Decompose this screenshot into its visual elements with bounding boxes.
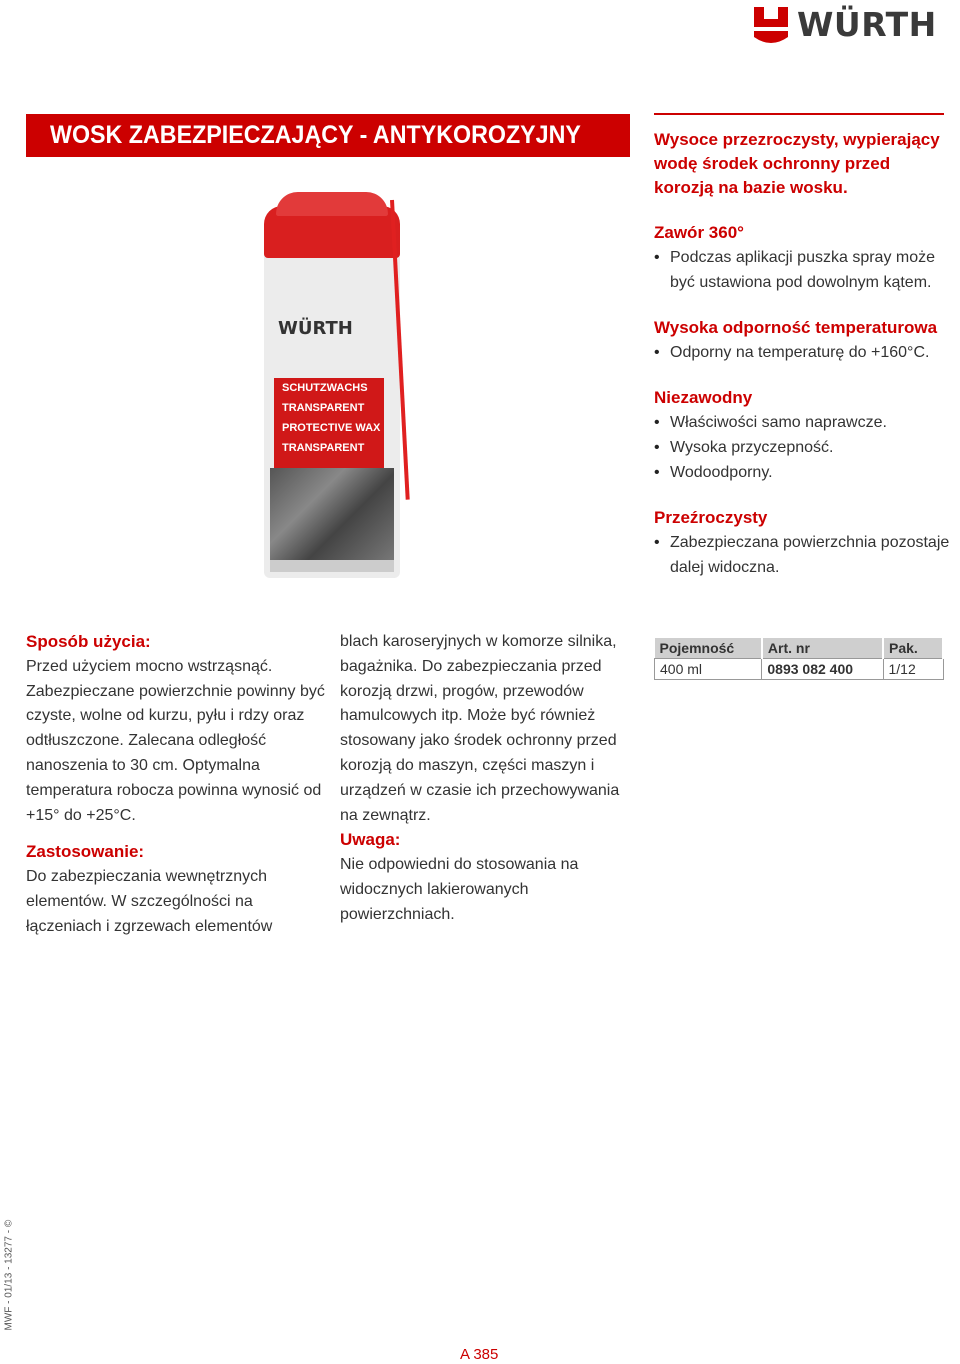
title-bar [26,114,630,157]
warning-heading: Uwaga: [340,830,401,850]
column-header: Art. nr [762,638,883,659]
feature-title: Niezawodny [654,388,753,407]
table-cell: 0893 082 400 [762,659,883,680]
feature-column [654,128,954,580]
table-header-row [655,638,944,659]
page-title: WOSK ZABEZPIECZAJĄCY - ANTYKOROZYJNY [50,121,581,149]
wurth-logo [752,5,944,45]
can-label [274,378,384,468]
can-label-line: SCHUTZWACHS [282,382,368,394]
intro-text: Wysoce przezroczysty, wypierający wodę środek ochronny przed korozją na bazie wosku. [654,130,940,197]
feature-bullet: • Wysoka przyczepność. [654,435,954,460]
feature-reliable [654,385,954,485]
top-rule [654,113,944,115]
column-header: Pojemność [655,638,762,659]
feature-bullet: • Zabezpieczana powierzchnia pozostaje dalej widoczna. [654,530,954,580]
can-logo: WÜRTH [278,318,353,339]
can-cap [276,192,388,216]
can-label-line: PROTECTIVE WAX [282,422,381,434]
table-cell: 400 ml [655,659,762,680]
feature-transparent [654,505,954,580]
text-column-1 [26,630,326,940]
feature-bullet: • Odporny na temperaturę do +160°C. [654,340,954,365]
feature-valve [654,220,954,295]
product-image [240,168,440,588]
usage-heading: Sposób użycia: [26,632,151,651]
warning-text: Nie odpowiedni do stosowania na widocznych lakierowanych powierzchniach. [340,856,579,923]
can-label-line: TRANSPARENT [282,442,365,454]
application-text: Do zabezpieczania wewnętrznych elementów. W szczególności na łączeniach i zgrzewach elementów [26,868,273,935]
usage-text: Przed użyciem mocno wstrząsnąć. Zabezpieczane powierzchnie powinny być czyste, wolne od kurzu, pyłu i rdzy oraz odtłuszczone. Zalecana odległość nanoszenia to 30 cm. Optymalna temperatura robocza powinna wynosić od +15° do +25°C. [26,657,325,824]
feature-title: Przeźroczysty [654,508,768,527]
feature-title: Zawór 360° [654,223,744,242]
can-label-line: TRANSPARENT [282,402,365,414]
feature-bullet: • Podczas aplikacji puszka spray może być ustawiona pod dowolnym kątem. [654,245,954,295]
page-number: A 385 [460,1346,499,1363]
feature-bullet: • Wodoodporny. [654,460,954,485]
table-row [655,659,944,680]
document-code: MWF - 01/13 - 13277 - © [3,1219,15,1331]
can-bottom-strip [270,560,394,572]
column-header: Pak. [883,638,943,659]
application-heading: Zastosowanie: [26,842,145,862]
table-cell: 1/12 [883,659,943,680]
feature-title: Wysoka odporność temperaturowa [654,318,938,337]
can-engine-photo [270,468,394,560]
spec-table [654,638,944,680]
wurth-logo-icon [752,5,790,45]
application-text-continued: blach karoseryjnych w komorze silnika, bagażnika. Do zabezpieczania przed korozją drzwi, progów, przewodów hamulcowych itp. Może być również stosowany jako środek ochronny przed korozją do maszyn, części maszyn i urządzeń w czasie ich przechowywania na zewnątrz. [340,633,620,824]
feature-temperature [654,315,954,365]
text-column-2 [340,630,640,928]
feature-bullet: • Właściwości samo naprawcze. [654,410,954,435]
logo-wordmark: WÜRTH [797,5,937,44]
